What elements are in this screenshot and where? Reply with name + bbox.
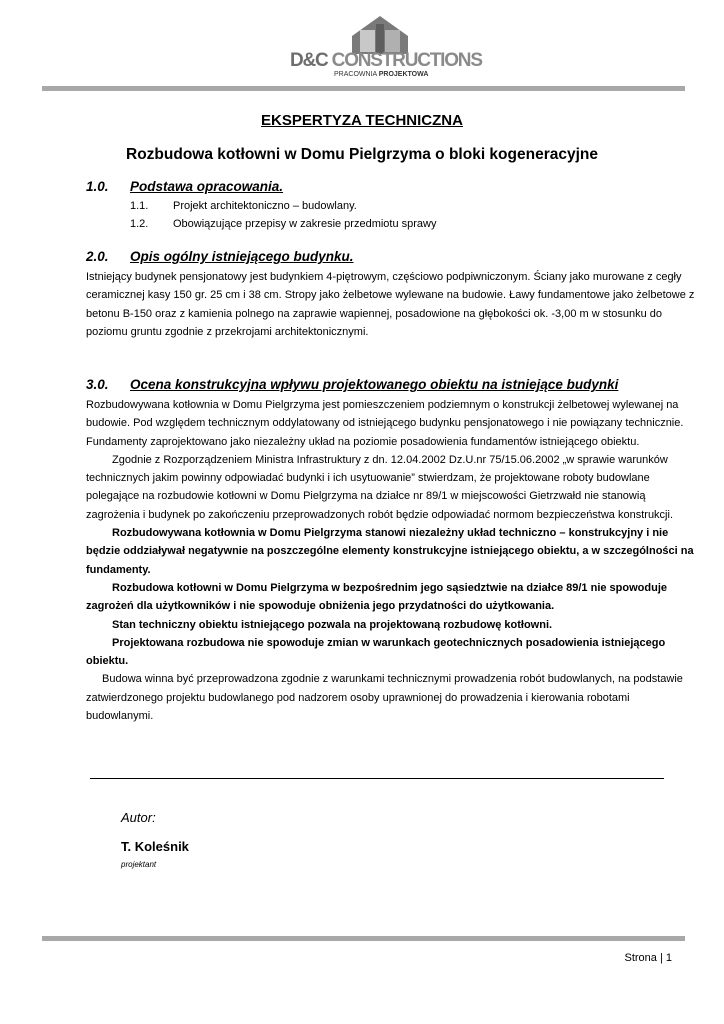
list-item-number: 1.1. — [130, 200, 149, 212]
company-logo — [290, 14, 482, 80]
author-label: Autor: — [121, 810, 156, 825]
page-number: Strona | 1 — [624, 952, 672, 964]
footer-rule — [42, 936, 685, 941]
list-item-text: Obowiązujące przepisy w zakresie przedmiotu sprawy — [173, 218, 437, 230]
section-3-heading — [86, 377, 618, 392]
paragraph: Projektowana rozbudowa nie spowoduje zmian w warunkach geotechnicznych posadowienia istniejącego obiektu. — [86, 636, 666, 668]
list-item — [0, 218, 724, 234]
section-title: Podstawa opracowania. — [130, 179, 284, 194]
paragraph: Rozbudowywana kotłownia w Domu Pielgrzyma jest pomieszczeniem podziemnym o konstrukcji żelbetowej wylewanej na budowie. Pod względem technicznym oddylatowany od istniejącego budynku pensjonatowego i nie powiązany technicznie. Fundamenty zaprojektowano jako niezależny układ na poziomie posadowienia fundamentów istniejącego obiektu. — [86, 399, 684, 448]
section-title: Ocena konstrukcyjna wpływu projektowanego obiektu na istniejące budynki — [130, 377, 619, 392]
paragraph: Rozbudowa kotłowni w Domu Pielgrzyma w bezpośrednim jego sąsiedztwie na działce 89/1 nie spowoduje zagrożeń dla użytkowników i nie spowoduje obniżenia jego przydatności do użytkowania. — [86, 581, 667, 613]
list-item-text: Projekt architektoniczno – budowlany. — [173, 200, 357, 212]
logo-wordmark: D&C CONSTRUCTIONS — [290, 50, 482, 71]
section-1-heading — [86, 179, 283, 194]
section-number: 3.0. — [86, 377, 109, 392]
section-2-heading — [86, 249, 354, 264]
header-rule — [42, 86, 685, 91]
paragraph: Rozbudowywana kotłownia w Domu Pielgrzyma stanowi niezależny układ techniczno – konstrukcyjny i nie będzie oddziaływał negatywnie na poszczególne elementy konstrukcyjne istniejącego obiektu, a w szczególności na fundamenty. — [86, 527, 694, 576]
paragraph: Istniejący budynek pensjonatowy jest budynkiem 4-piętrowym, częściowo podpiwniczonym. Ściany jako murowane z cegły ceramicznej kasy 150 gr. 25 cm i 38 cm. Stropy jako żelbetowe wylewane na budowie. Ławy fundamentowe jako żelbetowe z betonu B-150 oraz z kamienia polnego na zaprawie wapiennej, posadowione na głębokości ok. -3,00 m w stosunku do poziomu gruntu zgodnie z przekrojami architektonicznymi. — [86, 271, 695, 338]
author-role: projektant — [121, 860, 157, 869]
section-number: 1.0. — [86, 179, 109, 194]
logo-subtitle: PRACOWNIA PROJEKTOWA — [334, 71, 429, 78]
section-title: Opis ogólny istniejącego budynku. — [130, 249, 354, 264]
document-subtitle: Rozbudowa kotłowni w Domu Pielgrzyma o bloki kogeneracyjne — [126, 146, 598, 163]
paragraph: Budowa winna być przeprowadzona zgodnie z warunkami technicznymi prowadzenia robót budowlanych, na podstawie zatwierdzonego projektu budowlanego pod nadzorem osoby uprawnionej do prowadzenia i kierowania robotami budowlanymi. — [86, 673, 683, 723]
list-item — [0, 200, 724, 216]
list-item-number: 1.2. — [130, 218, 149, 230]
section-2-body — [86, 268, 696, 341]
paragraph: Stan techniczny obiektu istniejącego pozwala na projektowaną rozbudowę kotłowni. — [112, 618, 553, 631]
author-name: T. Koleśnik — [121, 839, 189, 854]
building-logo-icon — [290, 14, 465, 54]
signature-divider — [90, 778, 664, 779]
paragraph: Zgodnie z Rozporządzeniem Ministra Infrastruktury z dn. 12.04.2002 Dz.U.nr 75/15.06.2002 „w sprawie warunków technicznych jakim powinny odpowiadać budynki i ich usytuowanie” stwierdzam, że projektowane roboty budowlane polegające na rozbudowie kotłowni w Domu Pielgrzyma na działce nr 89/1 w miejscowości Gietrzwałd nie stanowią zagrożenia i budynek po zakończeniu przeprowadzonych robót będzie odpowiadać normom bezpieczeństwa konstrukcji. — [86, 453, 674, 521]
section-3-body — [86, 396, 696, 725]
section-number: 2.0. — [86, 249, 109, 264]
document-title: EKSPERTYZA TECHNICZNA — [261, 112, 463, 129]
